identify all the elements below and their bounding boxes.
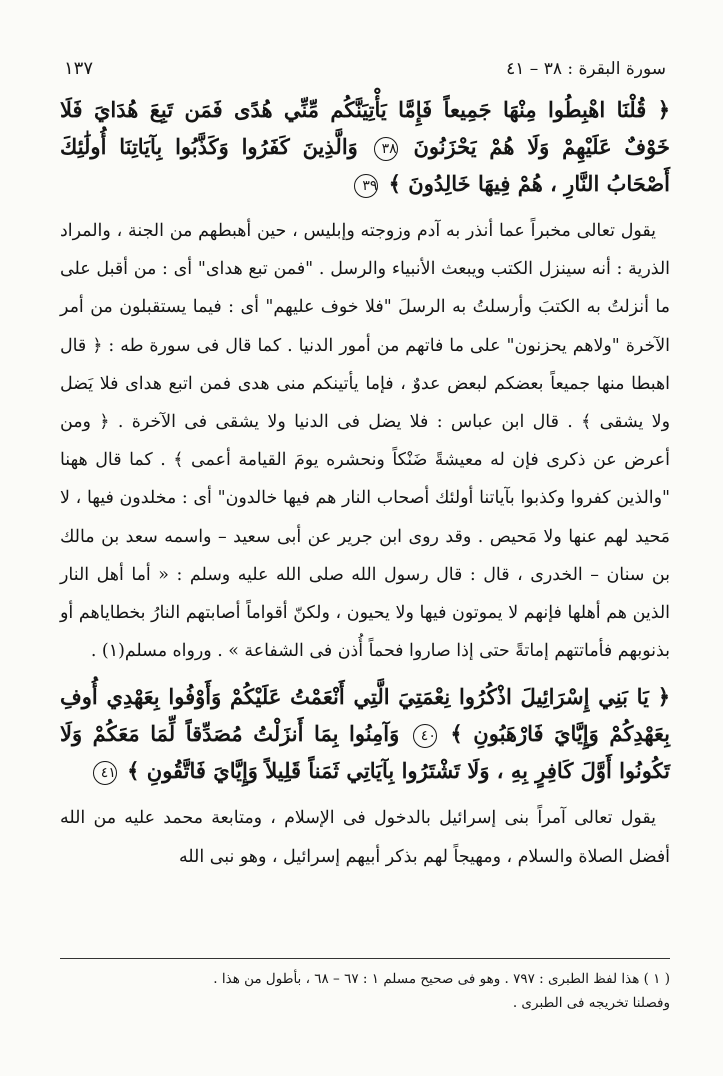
verse-text-40: ﴿ يَا بَنِي إِسْرَائِيلَ اذْكُرُوا نِعْمَتِيَ الَّتِي أَنْعَمْتُ عَلَيْكُمْ وَأَوْفُوا بِعَهْدِي أُوفِ بِعَهْدِكُمْ وَإِيَّايَ فَارْهَبُونِ ﴾ — [60, 684, 671, 747]
verse-text-39: وَالَّذِينَ كَفَرُوا وَكَذَّبُوا بِآيَاتِنَا أُولَٰئِكَ أَصْحَابُ النَّارِ ، هُمْ فِيهَا خَالِدُونَ ﴾ — [60, 134, 670, 196]
footnote-1: ( ١ ) هذا لفظ الطبرى : ٧٩٧ . وهو فى صحيح مسلم ١ : ٦٧ – ٦٨ ، بأطول من هذا . — [213, 971, 670, 987]
quran-verses-40-41 — [60, 678, 670, 789]
book-page — [60, 58, 670, 876]
verse-number-41: ٤١ — [93, 761, 117, 785]
footnote-1-continuation: وفصلنا تخريجه فى الطبرى . — [512, 995, 670, 1011]
verse-text-38: ﴿ قُلْنَا اهْبِطُوا مِنْهَا جَمِيعاً فَإِمَّا يَأْتِيَنَّكُم مِّنِّي هُدًى فَمَن تَبِعَ هُدَايَ فَلَا خَوْفٌ عَلَيْهِمْ وَلَا هُمْ يَحْزَنُونَ — [60, 97, 671, 159]
running-header — [60, 58, 670, 79]
footnotes — [60, 958, 670, 1015]
verse-number-40: ٤٠ — [413, 724, 437, 748]
quran-verses-38-39 — [60, 91, 670, 202]
commentary-paragraph-2: يقول تعالى آمراً بنى إسرائيل بالدخول فى الإسلام ، ومتابعة محمد عليه من الله أفضل الصلاة والسلام ، ومهيجاً لهم بذكر أبيهم إسرائيل ، وهو نبى الله — [60, 808, 670, 867]
verse-number-38: ٣٨ — [374, 137, 398, 161]
commentary-paragraph-1: يقول تعالى مخبراً عما أنذر به آدم وزوجته وإبليس ، حين أهبطهم من الجنة ، والمراد الذرية : أنه سينزل الكتب ويبعث الأنبياء والرسل . "فمن تبع هداى" أى : من أقبل على ما أنزلتُ به الكتبَ وأرسلتُ به الرسلَ "فلا خوف عليهم" أى : فيما يستقبلون من أمر الآخرة "ولاهم يحزنون" على ما فاتهم من أمور الدنيا . كما قال فى سورة طه : ﴿ قال اهبطا منها جميعاً بعضكم لبعض عدوٌ ، فإما يأتينكم منى هدى فمن اتبع هداى فلا يَضل ولا يشقى ﴾ . قال ابن عباس : فلا يضل فى الدنيا ولا يشقى فى الآخرة . ﴿ ومن أعرض عن ذكرى فإن له معيشةً ضَنْكاً ونحشره يومَ القيامة أعمى ﴾ . كما قال ههنا "والذين كفروا وكذبوا بآياتنا أولئك أصحاب النار هم فيها خالدون" أى : مخلدون فيها ، لا مَحيد لهم عنها ولا مَحيص . وقد روى ابن جرير عن أبى سعيد – واسمه سعد بن مالك بن سنان – الخدرى ، قال : قال رسول الله صلى الله عليه وسلم : « أما أهل النار الذين هم أهلها فإنهم لا يموتون فيها ولا يحيون ، ولكنّ أقواماً أصابتهم النارُ بخطاياهم أو بذنوبهم فأماتتهم إماتةً حتى إذا صاروا فحماً أُذن فى الشفاعة » . ورواه مسلم(١) . — [60, 221, 670, 662]
verse-number-39: ٣٩ — [354, 174, 378, 198]
surah-title: سورة البقرة : ٣٨ – ٤١ — [506, 59, 666, 79]
page-number: ١٣٧ — [64, 58, 94, 79]
verse-text-41: وَآمِنُوا بِمَا أَنزَلْتُ مُصَدِّقاً لِّمَا مَعَكُمْ وَلَا تَكُونُوا أَوَّلَ كَافِرٍ بِهِ ، وَلَا تَشْتَرُوا بِآيَاتِي ثَمَناً قَلِيلاً وَإِيَّايَ فَاتَّقُونِ ﴾ — [60, 721, 670, 784]
